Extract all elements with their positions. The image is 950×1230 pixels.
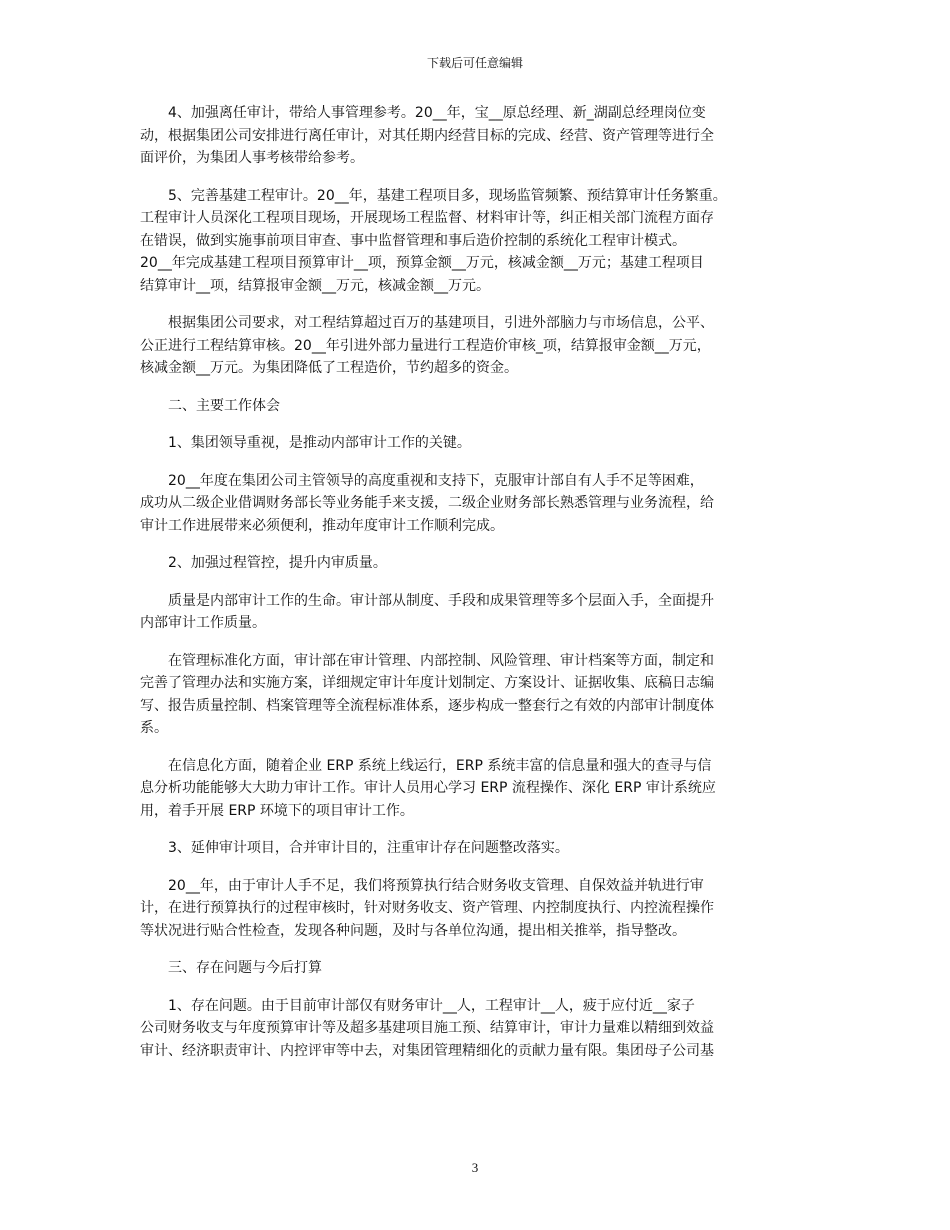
document-paragraph (140, 395, 820, 418)
paragraph-line: 系。 (140, 720, 168, 736)
paragraph-line: 在信息化方面，随着企业 ERP 系统上线运行，ERP 系统丰富的信息量和强大的查寻与信 (168, 757, 712, 774)
document-paragraph (140, 755, 820, 823)
paragraph-line: 核减金额__万元。为集团降低了工程造价，节约超多的资金。 (140, 360, 518, 376)
paragraph-line: 等状况进行贴合性检查，发现各种问题，及时与各单位沟通，提出相关推举，指导整改。 (140, 922, 686, 939)
paragraph-line: 内部审计工作质量。 (140, 615, 266, 631)
paragraph-line: 二、主要工作体会 (168, 397, 280, 414)
document-paragraph (140, 650, 820, 740)
document-paragraph (140, 185, 820, 298)
paragraph-line: 3、延伸审计项目，合并审计目的，注重审计存在问题整改落实。 (168, 840, 569, 856)
paragraph-line: 4、加强离任审计，带给人事管理参考。20__年，宝__原总经理、新_湖副总经理岗位变 (168, 105, 706, 121)
document-paragraph (140, 102, 820, 170)
paragraph-line: 在错误，做到实施事前项目审查、事中监督管理和事后造价控制的系统化工程审计模式。 (140, 232, 686, 249)
paragraph-line: 在管理标准化方面，审计部在审计管理、内部控制、风险管理、审计档案等方面，制定和 (168, 652, 714, 669)
document-paragraph (140, 875, 820, 943)
document-paragraph (140, 312, 820, 380)
paragraph-line: 审计、经济职责审计、内控评审等中去，对集团管理精细化的贡献力量有限。集团母子公司基 (140, 1042, 714, 1059)
paragraph-line: 面评价，为集团人事考核带给参考。 (140, 150, 364, 166)
paragraph-line: 三、存在问题与今后打算 (168, 960, 322, 976)
document-body (140, 102, 820, 1077)
paragraph-line: 成功从二级企业借调财务部长等业务能手来支援，二级企业财务部长熟悉管理与业务流程，给 (140, 495, 714, 511)
paragraph-line: 计，在进行预算执行的过程审核时，针对财务收支、资产管理、内控制度执行、内控流程操作 (140, 900, 714, 916)
paragraph-line: 2、加强过程管控，提升内审质量。 (168, 555, 387, 571)
paragraph-line: 1、集团领导重视，是推动内部审计工作的关键。 (168, 435, 471, 451)
paragraph-line: 用，着手开展 ERP 环境下的项目审计工作。 (140, 802, 414, 819)
document-paragraph (140, 432, 820, 455)
paragraph-line: 动，根据集团公司安排进行离任审计，对其任期内经营目标的完成、经营、资产管理等进行全 (140, 127, 714, 144)
document-paragraph (140, 470, 820, 538)
paragraph-line: 20__年，由于审计人手不足，我们将预算执行结合财务收支管理、自保效益并轨进行审 (168, 877, 704, 894)
document-paragraph (140, 995, 820, 1063)
document-paragraph (140, 837, 820, 860)
paragraph-line: 工程审计人员深化工程项目现场，开展现场工程监督、材料审计等，纠正相关部门流程方面存 (140, 210, 714, 226)
document-paragraph (140, 552, 820, 575)
paragraph-line: 5、完善基建工程审计。20__年，基建工程项目多，现场监管频繁、预结算审计任务繁重。 (168, 187, 727, 204)
page-header-note: 下载后可任意编辑 (426, 56, 523, 70)
page-number: 3 (471, 1160, 479, 1175)
paragraph-line: 1、存在问题。由于目前审计部仅有财务审计__人，工程审计__人，疲于应付近__家子 (168, 997, 695, 1014)
paragraph-line: 公司财务收支与年度预算审计等及超多基建项目施工预、结算审计，审计力量难以精细到效益 (140, 1020, 714, 1036)
paragraph-line: 审计工作进展带来必须便利，推动年度审计工作顺利完成。 (140, 517, 504, 534)
paragraph-line: 结算审计__项，结算报审金额__万元，核减金额__万元。 (140, 277, 490, 294)
paragraph-line: 写、报告质量控制、档案管理等全流程标准体系，逐步构成一整套行之有效的内部审计制度体 (140, 697, 714, 714)
paragraph-line: 20__年度在集团公司主管领导的高度重视和支持下，克服审计部自有人手不足等困难， (168, 472, 704, 489)
paragraph-line: 完善了管理办法和实施方案，详细规定审计年度计划制定、方案设计、证据收集、底稿日志编 (140, 675, 714, 691)
paragraph-line: 息分析功能能够大大助力审计工作。审计人员用心学习 ERP 流程操作、深化 ERP 审计系统应 (140, 780, 716, 796)
paragraph-line: 根据集团公司要求，对工程结算超过百万的基建项目，引进外部脑力与市场信息，公平、 (168, 315, 714, 331)
paragraph-line: 20__年完成基建工程项目预算审计__项，预算金额__万元，核减金额__万元；基建工程项目 (140, 255, 704, 271)
document-paragraph (140, 957, 820, 980)
document-paragraph (140, 590, 820, 635)
paragraph-line: 质量是内部审计工作的生命。审计部从制度、手段和成果管理等多个层面入手，全面提升 (168, 592, 714, 609)
paragraph-line: 公正进行工程结算审核。20__年引进外部力量进行工程造价审核_项，结算报审金额__万元， (140, 337, 711, 354)
